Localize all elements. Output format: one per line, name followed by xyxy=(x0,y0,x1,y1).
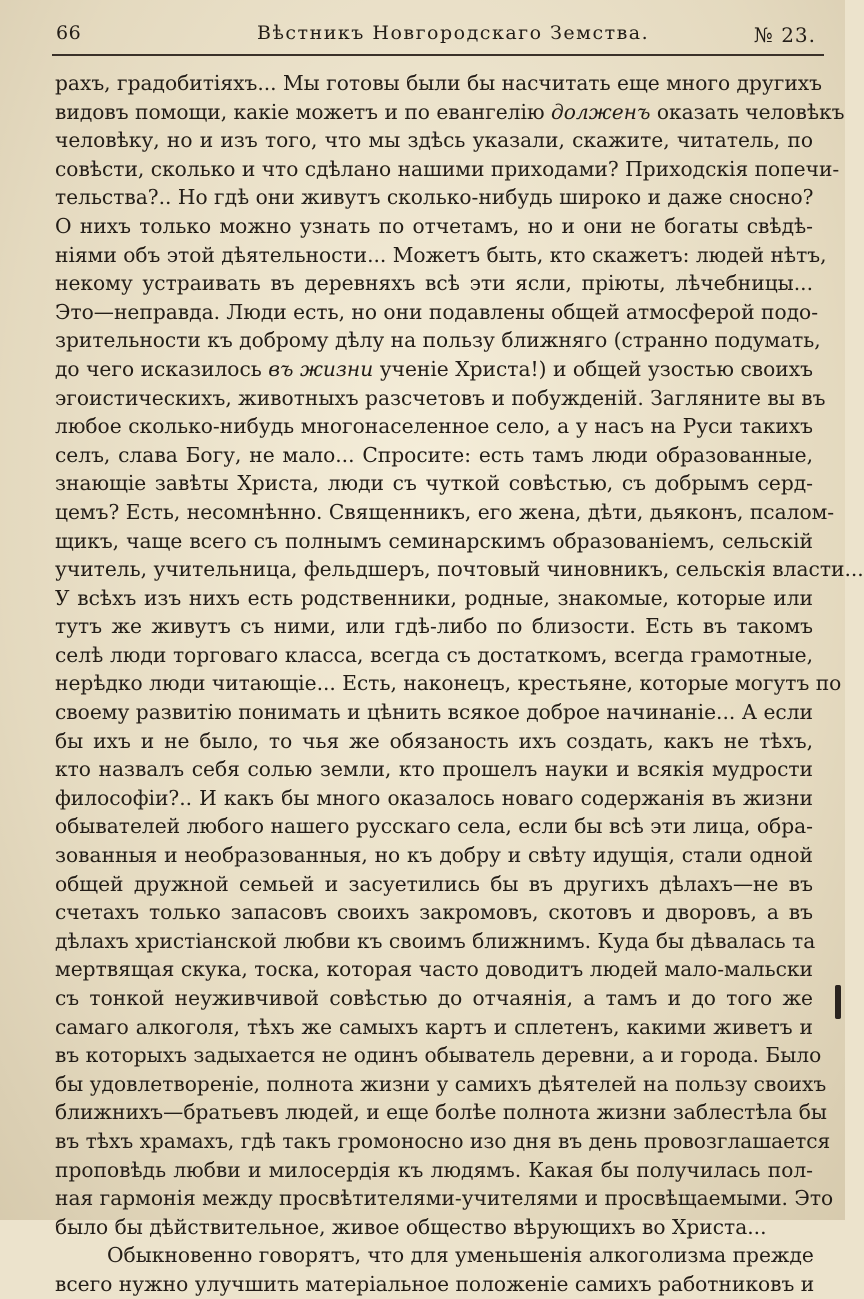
emphasis-text: въ жизни xyxy=(268,356,374,381)
text-segment: оказать человѣкъ xyxy=(650,99,845,124)
text-line: счетахъ только запасовъ своихъ закромовъ, скотовъ и дворовъ, а въ xyxy=(55,900,813,925)
text-segment: до чего исказилось xyxy=(55,356,269,381)
page-number: 66 xyxy=(56,22,82,44)
text-line: тельства?.. Но гдѣ они живутъ сколько-нибудь широко и даже сносно? xyxy=(55,185,814,210)
text-line: всего нужно улучшить матеріальное положеніе самихъ работниковъ и xyxy=(55,1271,815,1296)
text-line: человѣку, но и изъ того, что мы здѣсь указали, скажите, читатель, по xyxy=(55,128,813,153)
text-line: съ тонкой неуживчивой совѣстью до отчаянія, а тамъ и до того же xyxy=(55,986,813,1010)
text-line: въ которыхъ задыхается не одинъ обыватель деревни, а и города. Было xyxy=(55,1043,822,1068)
text-line: цемъ? Есть, несомнѣнно. Священникъ, его жена, дѣти, дьяконъ, псалом- xyxy=(55,499,835,524)
text-line: совѣсти, сколько и что сдѣлано нашими приходами? Приходскія попечи- xyxy=(55,156,840,181)
text-line: зованныя и необразованныя, но къ добру и свѣту идущія, стали одной xyxy=(55,843,813,868)
text-line xyxy=(55,355,813,384)
page-header xyxy=(52,20,822,52)
text-line: общей дружной семьей и засуетились бы въ другихъ дѣлахъ—не въ xyxy=(55,871,813,896)
text-line: ближнихъ—братьевъ людей, и еще болѣе полнота жизни заблестѣла бы xyxy=(55,1100,828,1125)
text-line: своему развитію понимать и цѣнить всякое доброе начинаніе... А если xyxy=(55,700,813,725)
text-line: эгоистическихъ, животныхъ разсчетовъ и побужденій. Загляните вы въ xyxy=(55,385,826,410)
emphasis-text: долженъ xyxy=(550,99,651,124)
text-line xyxy=(55,98,845,127)
text-line: нерѣдко люди читающіе... Есть, наконецъ, крестьяне, которые могутъ по xyxy=(55,671,842,696)
issue-number: № 23. xyxy=(753,23,816,47)
text-line: учитель, учительница, фельдшеръ, почтовый чиновникъ, сельскія власти... xyxy=(55,557,864,582)
text-line: селѣ люди торговаго класса, всегда съ достаткомъ, всегда грамотные, xyxy=(55,642,813,667)
text-line: рахъ, градобитіяхъ... Мы готовы были бы насчитать еще много другихъ xyxy=(55,71,823,95)
text-line: философіи?.. И какъ бы много оказалось новаго содержанія въ жизни xyxy=(55,785,813,810)
text-line: проповѣдь любви и милосердія къ людямъ. Какая бы получилась пол- xyxy=(55,1157,813,1182)
text-line: мертвящая скука, тоска, которая часто доводитъ людей мало-мальски xyxy=(55,957,813,982)
text-line: бы ихъ и не было, то чья же обязаность ихъ создать, какъ не тѣхъ, xyxy=(55,728,813,753)
text-line: ніями объ этой дѣятельности... Можетъ быть, кто скажетъ: людей нѣтъ, xyxy=(55,242,827,267)
text-line: Обыкновенно говорятъ, что для уменьшенія алкоголизма прежде xyxy=(107,1243,814,1268)
text-line: ная гармонія между просвѣтителями-учителями и просвѣщаемыми. Это xyxy=(55,1186,834,1211)
text-line: У всѣхъ изъ нихъ есть родственники, родные, знакомые, которые или xyxy=(55,585,813,610)
page-edge-mark xyxy=(835,985,841,1019)
text-line: дѣлахъ христіанской любви къ своимъ ближнимъ. Куда бы дѣвалась та xyxy=(55,928,816,953)
text-line: селъ, слава Богу, не мало... Спросите: есть тамъ люди образованные, xyxy=(55,442,813,467)
text-line: любое сколько-нибудь многонаселенное село, а у насъ на Руси такихъ xyxy=(55,414,813,439)
header-rule xyxy=(52,54,824,56)
text-line: некому устраивать въ деревняхъ всѣ эти ясли, пріюты, лѣчебницы... xyxy=(55,271,813,296)
text-segment: ученіе Христа!) и общей узостью своихъ xyxy=(373,356,813,381)
text-line: О нихъ только можно узнать по отчетамъ, но и они не богаты свѣдѣ- xyxy=(55,213,813,238)
body-text xyxy=(55,69,864,1299)
text-line: бы удовлетвореніе, полнота жизни у самихъ дѣятелей на пользу своихъ xyxy=(55,1071,827,1096)
text-line: Это—неправда. Люди есть, но они подавлены общей атмосферой подо- xyxy=(55,299,819,324)
text-line: зрительности къ доброму дѣлу на пользу ближняго (странно подумать, xyxy=(55,328,821,353)
text-line: обывателей любого нашего русскаго села, если бы всѣ эти лица, обра- xyxy=(55,814,813,839)
text-line: въ тѣхъ храмахъ, гдѣ такъ громоносно изо дня въ день провозглашается xyxy=(55,1128,831,1153)
text-line: тутъ же живутъ съ ними, или гдѣ-либо по близости. Есть въ такомъ xyxy=(55,614,813,639)
text-line: знающіе завѣты Христа, люди съ чуткой совѣстью, съ добрымъ серд- xyxy=(55,471,813,496)
text-line: кто назвалъ себя солью земли, кто прошелъ науки и всякія мудрости xyxy=(55,757,813,782)
text-line: самаго алкоголя, тѣхъ же самыхъ картъ и сплетенъ, какими живетъ и xyxy=(55,1014,813,1039)
text-line: было бы дѣйствительное, живое общество вѣрующихъ во Христа... xyxy=(55,1214,767,1239)
text-line: щикъ, чаще всего съ полнымъ семинарскимъ образованіемъ, сельскій xyxy=(55,528,813,553)
journal-title: Вѣстникъ Новгородскаго Земства. xyxy=(257,22,650,44)
text-segment: видовъ помощи, какіе можетъ и по евангелію xyxy=(55,99,551,124)
